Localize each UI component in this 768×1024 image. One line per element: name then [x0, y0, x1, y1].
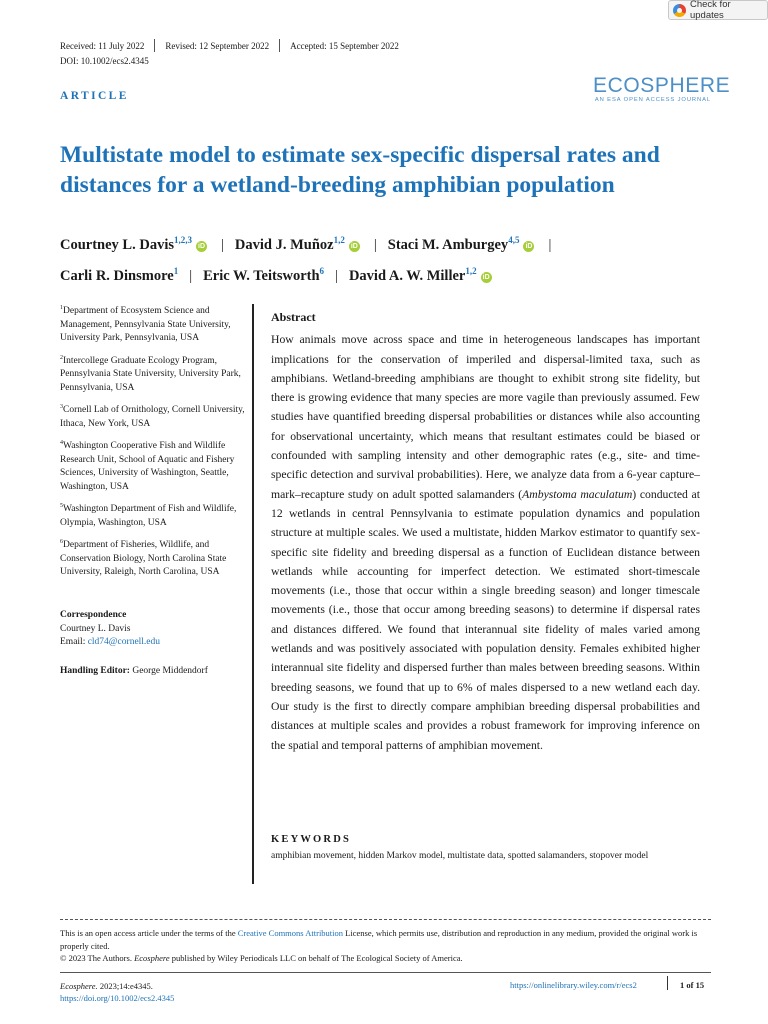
author-name[interactable]: Courtney L. Davis	[60, 237, 174, 253]
citation-line	[60, 980, 174, 992]
handling-editor	[60, 666, 250, 676]
email-link[interactable]: cld74@cornell.edu	[87, 637, 161, 647]
affiliation-text: Cornell Lab of Ornithology, Cornell University, Ithaca, New York, USA	[60, 405, 245, 429]
abstract-part-2: ) conducted at 12 wetlands in central Pennsylvania to estimate population dynamics and population structure at multiple scales. We used a multistate, hidden Markov estimator to quantify sex-specific site fidelity and breeding dispersal as a function of Euclidean distance between wetlands while accounting for imperfect detection. We estimated short-timescale movements (i.e., those that occur within a single breeding season) and longer timescale movements (i.e., those that occur among breeding seasons) to determine if dispersal rates and distances differed. We found that interannual site fidelity of males varied among wetlands and was positively associated with population density. Females exhibited higher interannual site fidelity and dispersed further than males between breeding seasons. Within breeding seasons, we found that up to 6% of males dispersed to a new wetland each day. Our study is the first to directly compare amphibian breeding dispersal probabilities and distances at multiple scales and provides a robust framework for improving inference on the spatial and temporal patterns of amphibian movement.	[271, 487, 700, 752]
license-link[interactable]: Creative Commons Attribution	[237, 928, 344, 938]
abstract-rule	[252, 304, 254, 884]
affiliation-number: 2	[60, 354, 63, 361]
history-dates	[60, 39, 399, 52]
author-affiliation-ref: 1	[173, 266, 179, 276]
author-list	[60, 227, 750, 289]
journal-logo-wordmark: ECOSPHERE	[593, 74, 731, 97]
author-separator: |	[548, 237, 552, 253]
footer-volume: 2023;14:e4345.	[97, 981, 153, 991]
affiliation-number: 4	[60, 440, 63, 446]
page-number: 1 of 15	[680, 980, 705, 990]
copyright-post: published by Wiley Periodicals LLC on behalf of The Ecological Society of America.	[169, 953, 463, 963]
journal-logo	[593, 74, 731, 104]
orcid-icon[interactable]: iD	[350, 243, 358, 250]
author-affiliation-ref: 1,2	[465, 266, 477, 276]
author-name[interactable]: Carli R. Dinsmore	[60, 268, 174, 284]
author-affiliation-ref: 4,5	[508, 235, 520, 245]
abstract-heading: Abstract	[271, 310, 316, 324]
author-separator: |	[189, 268, 193, 284]
correspondence-email-line	[60, 636, 245, 650]
copyright-journal: Ecosphere	[134, 953, 170, 963]
affiliation-number: 5	[60, 503, 63, 509]
affiliation-text: Department of Ecosystem Science and Management, Pennsylvania State University, University Park, Pennsylvania, USA	[60, 306, 231, 343]
orcid-icon[interactable]: iD	[525, 243, 533, 250]
author-separator: |	[373, 237, 377, 253]
correspondence-heading: Correspondence	[60, 610, 127, 620]
affiliation-item	[60, 401, 245, 431]
date-divider	[154, 39, 155, 52]
affiliation-text: Intercollege Graduate Ecology Program, Pennsylvania State University, University Park, Pennsylvania, USA	[60, 355, 241, 393]
author-name[interactable]: Eric W. Teitsworth	[203, 268, 320, 284]
journal-url-link[interactable]: https://onlinelibrary.wiley.com/r/ecs2	[510, 980, 637, 990]
affiliation-item	[60, 500, 245, 530]
orcid-icon[interactable]: iD	[482, 274, 490, 281]
author-name[interactable]: Staci M. Amburgey	[387, 237, 509, 253]
article-doi: DOI: 10.1002/ecs2.4345	[60, 56, 149, 66]
keywords-text: amphibian movement, hidden Markov model, multistate data, spotted salamanders, stopover model	[271, 851, 649, 861]
affiliation-number: 6	[60, 539, 63, 545]
footer-rule	[60, 972, 711, 973]
affiliation-text: Washington Department of Fish and Wildlife, Olympia, Washington, USA	[60, 504, 237, 528]
affiliation-item	[60, 536, 245, 580]
abstract-part-1: How animals move across space and time in heterogeneous landscapes has important implications for the conservation of imperiled and dispersal-limited taxa, such as amphibians. Wetland-breeding amphibians are thought to exhibit strong site fidelity, but there is growing evidence that many species are more vagile than previously assumed. Few studies have quantified breeding dispersal probabilities or distances while also accounting for observational uncertainty, which means that resultant estimates could be biased or confounded with sampling intensity and other demographic rates (e.g., site- and time-specific detection and survival probabilities). Here, we analyze data from a 6-year capture–mark–recapture study on adult spotted salamanders (	[271, 333, 700, 501]
footer-citation	[60, 980, 174, 1004]
affiliation-text: Department of Fisheries, Wildlife, and Conservation Biology, North Carolina State University, Raleigh, North Carolina, USA	[60, 540, 227, 577]
check-for-updates-label: Check for updates	[689, 0, 731, 21]
crossmark-icon	[673, 4, 686, 17]
keywords-heading: KEYWORDS	[271, 834, 352, 845]
affiliations	[60, 302, 245, 586]
abstract-text	[271, 330, 700, 755]
email-label: Email:	[60, 637, 86, 647]
footer-doi-link[interactable]: https://doi.org/10.1002/ecs2.4345	[60, 993, 175, 1003]
footer-divider	[667, 976, 668, 990]
date-divider	[279, 39, 280, 52]
correspondence-name: Courtney L. Davis	[60, 623, 131, 634]
author-affiliation-ref: 1,2,3	[174, 235, 192, 245]
abstract	[271, 308, 700, 755]
author-name[interactable]: David J. Muñoz	[234, 237, 334, 253]
journal-logo-tagline: AN ESA OPEN ACCESS JOURNAL	[594, 97, 711, 103]
license-line	[60, 927, 711, 952]
accepted-date: Accepted: 15 September 2022	[290, 40, 399, 51]
affiliation-number: 1	[60, 305, 63, 311]
received-date: Received: 11 July 2022	[60, 40, 145, 51]
correspondence	[60, 609, 245, 650]
affiliation-item	[60, 437, 245, 494]
affiliation-number: 3	[60, 404, 63, 410]
copyright-pre: © 2023 The Authors.	[60, 953, 135, 963]
license-pre: This is an open access article under the terms of the	[60, 928, 238, 938]
affiliation-item	[60, 302, 245, 346]
species-name: Ambystoma maculatum	[522, 487, 633, 501]
author-affiliation-ref: 1,2	[333, 235, 345, 245]
license-post: License, which permits use, distribution and reproduction in any medium, provided the original work is properly cited.	[60, 928, 698, 951]
check-for-updates-button[interactable]	[668, 0, 768, 20]
license-notice	[60, 927, 711, 965]
handling-editor-label: Handling Editor:	[60, 666, 130, 676]
author-separator: |	[335, 268, 338, 284]
license-divider	[60, 919, 711, 920]
article-title: Multistate model to estimate sex-specific dispersal rates and distances for a wetland-breeding amphibian population	[60, 142, 660, 198]
affiliation-item	[60, 352, 245, 396]
revised-date: Revised: 12 September 2022	[165, 40, 270, 51]
footer-journal: Ecosphere.	[60, 981, 98, 991]
orcid-icon[interactable]: iD	[198, 243, 205, 250]
author-name[interactable]: David A. W. Miller	[348, 268, 466, 284]
handling-editor-name: George Middendorf	[132, 666, 208, 676]
article-type-label: ARTICLE	[60, 90, 129, 102]
author-affiliation-ref: 6	[319, 266, 325, 276]
copyright-line	[60, 952, 711, 965]
author-separator: |	[221, 237, 224, 253]
affiliation-text: Washington Cooperative Fish and Wildlife Research Unit, School of Aquatic and Fishery Sciences, University of Washington, Seattle, Washington, USA	[60, 441, 235, 492]
